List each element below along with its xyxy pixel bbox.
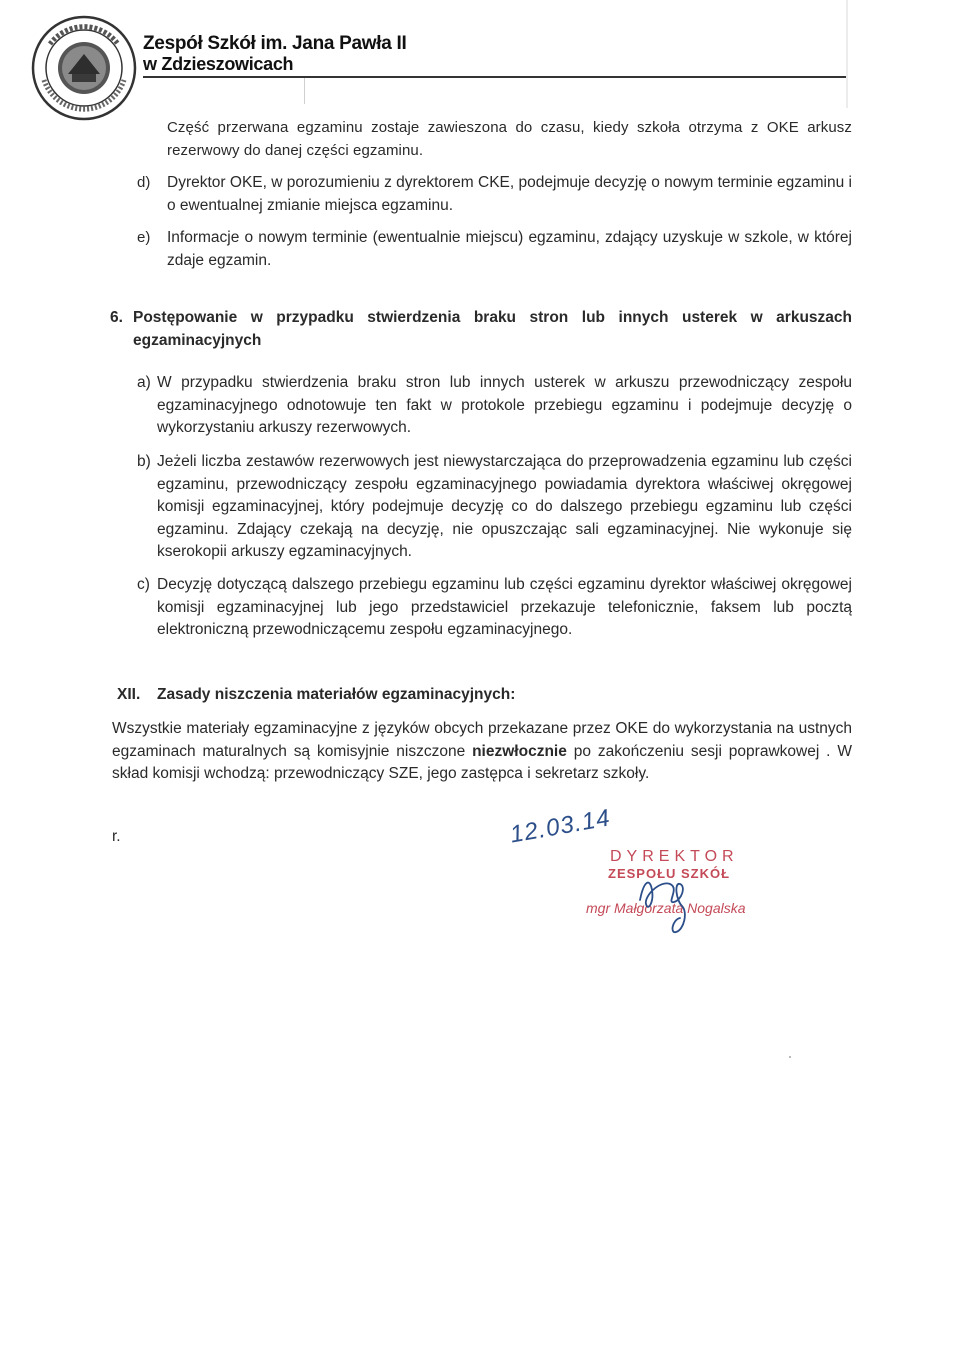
- header-divider-mark: [304, 78, 305, 104]
- section12-number: XII.: [117, 686, 141, 703]
- section6-number: 6.: [110, 309, 123, 326]
- item-e-text: Informacje o nowym terminie (ewentualnie miejscu) egzaminu, zdający uzyskuje w szkole, w której zdaje egzamin.: [167, 229, 852, 269]
- continued-paragraph: Część przerwana egzaminu zostaje zawieszona do czasu, kiedy szkoła otrzyma z OKE arkusz rezerwowy do danej części egzaminu.: [167, 119, 852, 159]
- section12-heading: Zasady niszczenia materiałów egzaminacyjnych:: [157, 686, 516, 703]
- stamp-title: DYREKTOR: [610, 848, 739, 865]
- header-rule: [143, 76, 847, 78]
- section6-item-c-text: Decyzję dotyczącą dalszego przebiegu egzaminu lub części egzaminu dyrektor właściwej okręgowej komisji egzaminacyjnej lub jego przedstawiciel przekazuje telefonicznie, faksem lub pocztą elektroniczną przewodniczącemu zespołu egzaminacyjnego.: [157, 576, 852, 638]
- stamp-subtitle: ZESPOŁU SZKÓŁ: [608, 866, 731, 881]
- item-e-label: e): [137, 229, 151, 246]
- section6-item-c-label: c): [137, 576, 150, 593]
- section6-item-b-text: Jeżeli liczba zestawów rezerwowych jest niewystarczająca do przeprowadzenia egzaminu lub części egzaminu, przewodniczący zespołu egzaminacyjnego powiadamia dyrektora właściwej okręgowej komisji egzaminacyjnej, który podejmuje decyzję co do dalszego przebiegu egzaminu lub części egzaminu. Zdający czekają na decyzję, nie opuszczając sali egzaminacyjnej. Nie wykonuje się kserokopii arkuszy egzaminacyjnych.: [157, 453, 852, 560]
- section12-text-before: Wszystkie materiały egzaminacyjne z języków obcych przekazane przez OKE do wykorzystania na ustnych egzaminach maturalnych są komisyjnie niszczone: [112, 720, 852, 760]
- section12-text-bold: niezwłocznie: [472, 742, 567, 760]
- section6-item-a-label: a): [137, 374, 151, 391]
- school-name: Zespół Szkół im. Jana Pawła II: [143, 33, 407, 54]
- scan-speck: [789, 1056, 791, 1058]
- school-logo: [30, 14, 138, 122]
- section6-heading: Postępowanie w przypadku stwierdzenia braku stron lub innych usterek w arkuszach egzaminacyjnych: [133, 309, 852, 349]
- page-edge-shadow: [846, 0, 848, 108]
- item-d-label: d): [137, 174, 151, 191]
- date-suffix: r.: [112, 828, 121, 845]
- section6-item-a-text: W przypadku stwierdzenia braku stron lub innych usterek w arkuszu przewodniczący zespołu egzaminacyjnego odnotowuje ten fakt w protokole przebiegu egzaminu i podejmuje decyzję o wykorzystaniu arkuszy rezerwowych.: [157, 374, 852, 436]
- school-seal-icon: [30, 14, 138, 122]
- handwritten-signature-icon: [630, 860, 700, 940]
- section6-item-b-label: b): [137, 453, 151, 470]
- section12-text-after: po zakończeniu sesji poprawkowej . W skład komisji wchodzą: przewodniczący SZE, jego zastępca i sekretarz szkoły.: [112, 742, 852, 782]
- school-city: w Zdzieszowicach: [143, 54, 294, 74]
- section12-paragraph: [112, 718, 852, 786]
- stamp-name: mgr Małgorzata Nogalska: [586, 900, 746, 916]
- handwritten-date: 12.03.14: [508, 804, 613, 849]
- item-d-text: Dyrektor OKE, w porozumieniu z dyrektorem CKE, podejmuje decyzję o nowym terminie egzaminu i o ewentualnej zmianie miejsca egzaminu.: [167, 174, 852, 214]
